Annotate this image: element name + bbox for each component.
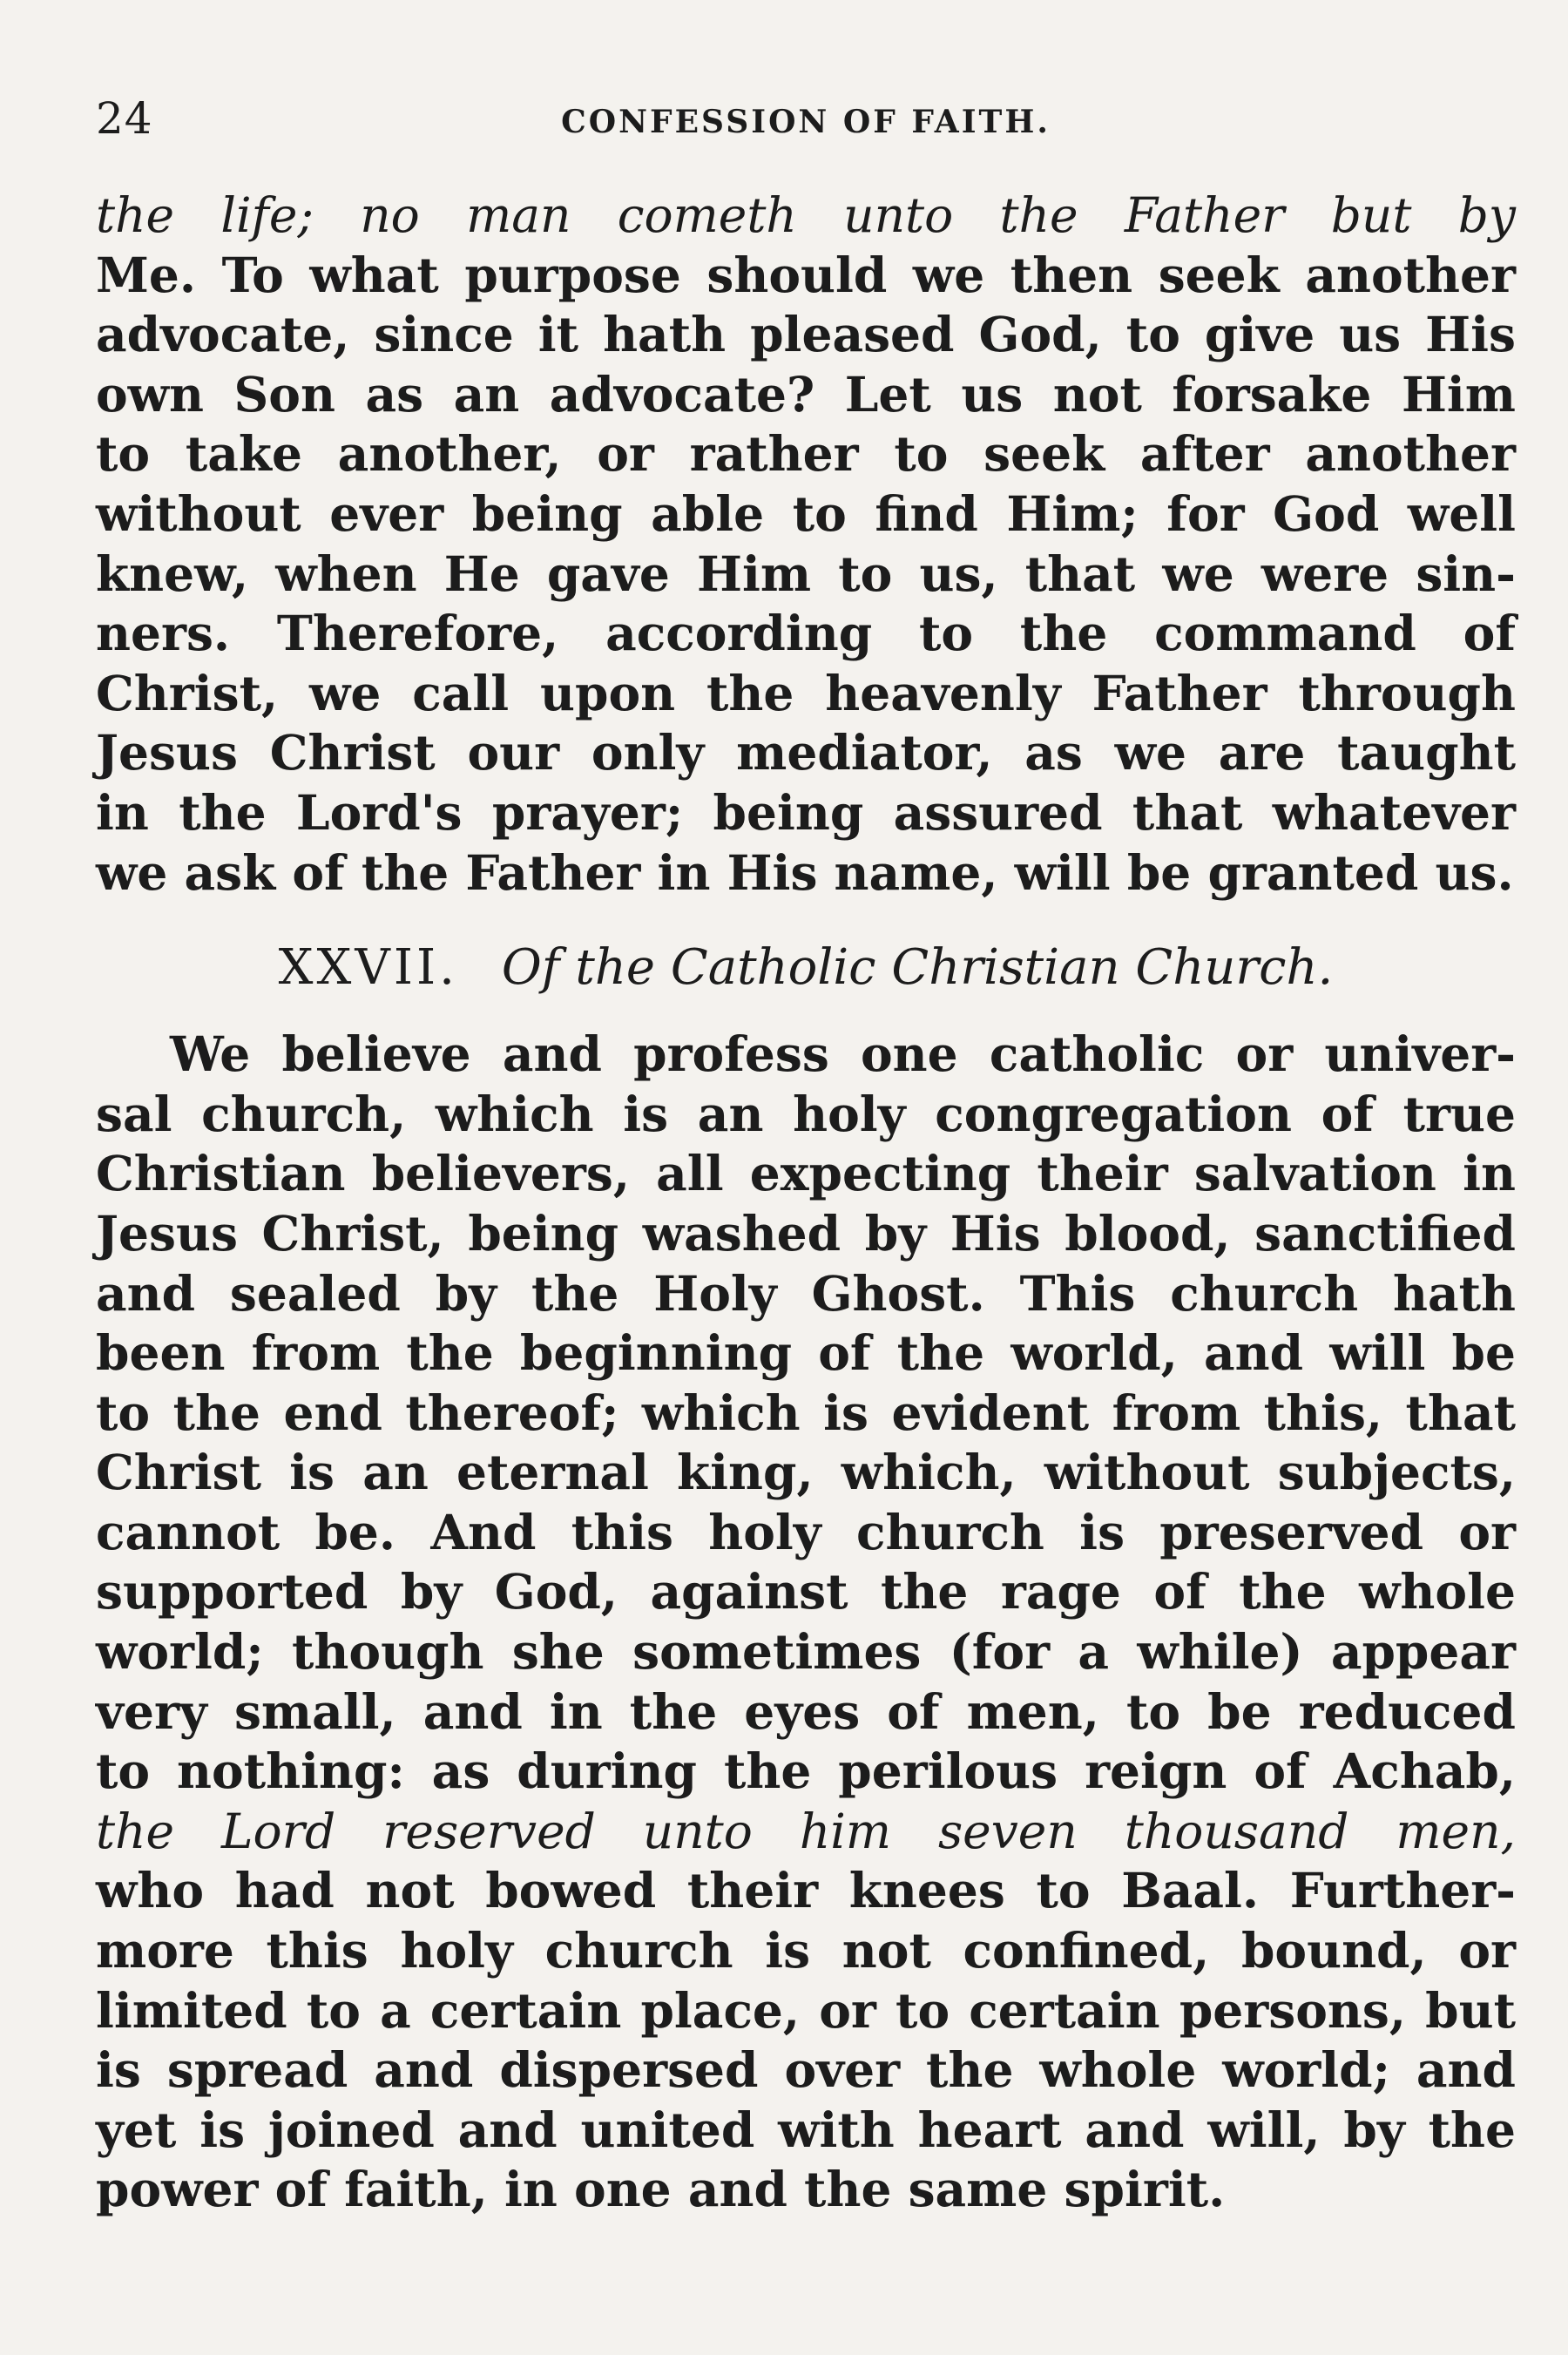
- text-line: to nothing: as during the perilous reign of Achab,: [96, 1743, 1516, 1800]
- article-heading: [96, 937, 1516, 998]
- text-line: sal church, which is an holy congregation of true: [96, 1085, 1516, 1142]
- text-line: Christian believers, all expecting their salvation in: [96, 1145, 1516, 1202]
- text-line: advocate, since it hath pleased God, to give us His: [96, 306, 1516, 363]
- text-line: to the end thereof; which is evident from this, that: [96, 1384, 1516, 1441]
- text-line: yet is joined and united with heart and will, by the: [96, 2101, 1516, 2158]
- text-line: the Lord reserved unto him seven thousand men,: [96, 1803, 1516, 1859]
- text-line: supported by God, against the rage of the whole: [96, 1563, 1516, 1621]
- page-number: 24: [96, 93, 153, 144]
- text-line: Me. To what purpose should we then seek another: [96, 246, 1516, 303]
- text-line: cannot be. And this holy church is preserved or: [96, 1503, 1516, 1560]
- text-line: Jesus Christ our only mediator, as we are taught: [96, 724, 1516, 782]
- text-line: limited to a certain place, or to certain persons, but: [96, 1981, 1516, 2039]
- text-line: is spread and dispersed over the whole world; and: [96, 2041, 1516, 2099]
- text-line: been from the beginning of the world, and will be: [96, 1324, 1516, 1382]
- text-line: more this holy church is not confined, bound, or: [96, 1922, 1516, 1979]
- text-line: knew, when He gave Him to us, that we were sin-: [96, 545, 1516, 602]
- text-line: power of faith, in one and the same spirit.: [96, 2161, 1226, 2218]
- running-head: [96, 83, 1516, 161]
- text-line: Christ is an eternal king, which, without subjects,: [96, 1444, 1516, 1501]
- running-title: CONFESSION OF FAITH.: [561, 104, 1051, 140]
- article-number: XXVII.: [278, 939, 458, 997]
- text-line: ners. Therefore, according to the command of: [96, 605, 1516, 662]
- book-page: [96, 83, 1516, 2313]
- text-line: the life; no man cometh unto the Father but by: [96, 187, 1516, 243]
- text-line: very small, and in the eyes of men, to be reduced: [96, 1682, 1516, 1740]
- text-line: to take another, or rather to seek after another: [96, 425, 1516, 483]
- text-line: Christ, we call upon the heavenly Father through: [96, 664, 1516, 721]
- text-line: We believe and profess one catholic or univer-: [170, 1025, 1516, 1083]
- text-line: own Son as an advocate? Let us not forsake Him: [96, 365, 1516, 423]
- text-line: in the Lord's prayer; being assured that whatever: [96, 783, 1516, 841]
- text-line: and sealed by the Holy Ghost. This church hath: [96, 1264, 1516, 1322]
- article-title: Of the Catholic Christian Church.: [501, 939, 1334, 997]
- text-line: Jesus Christ, being washed by His blood, sanctified: [96, 1204, 1516, 1262]
- article-paragraph: [96, 1025, 1516, 2220]
- text-line: we ask of the Father in His name, will be granted us.: [96, 843, 1514, 901]
- text-line: without ever being able to find Him; for God well: [96, 484, 1516, 542]
- text-line: who had not bowed their knees to Baal. Further-: [96, 1862, 1516, 1919]
- text-line: world; though she sometimes (for a while) appear: [96, 1623, 1516, 1681]
- continued-paragraph: [96, 186, 1516, 903]
